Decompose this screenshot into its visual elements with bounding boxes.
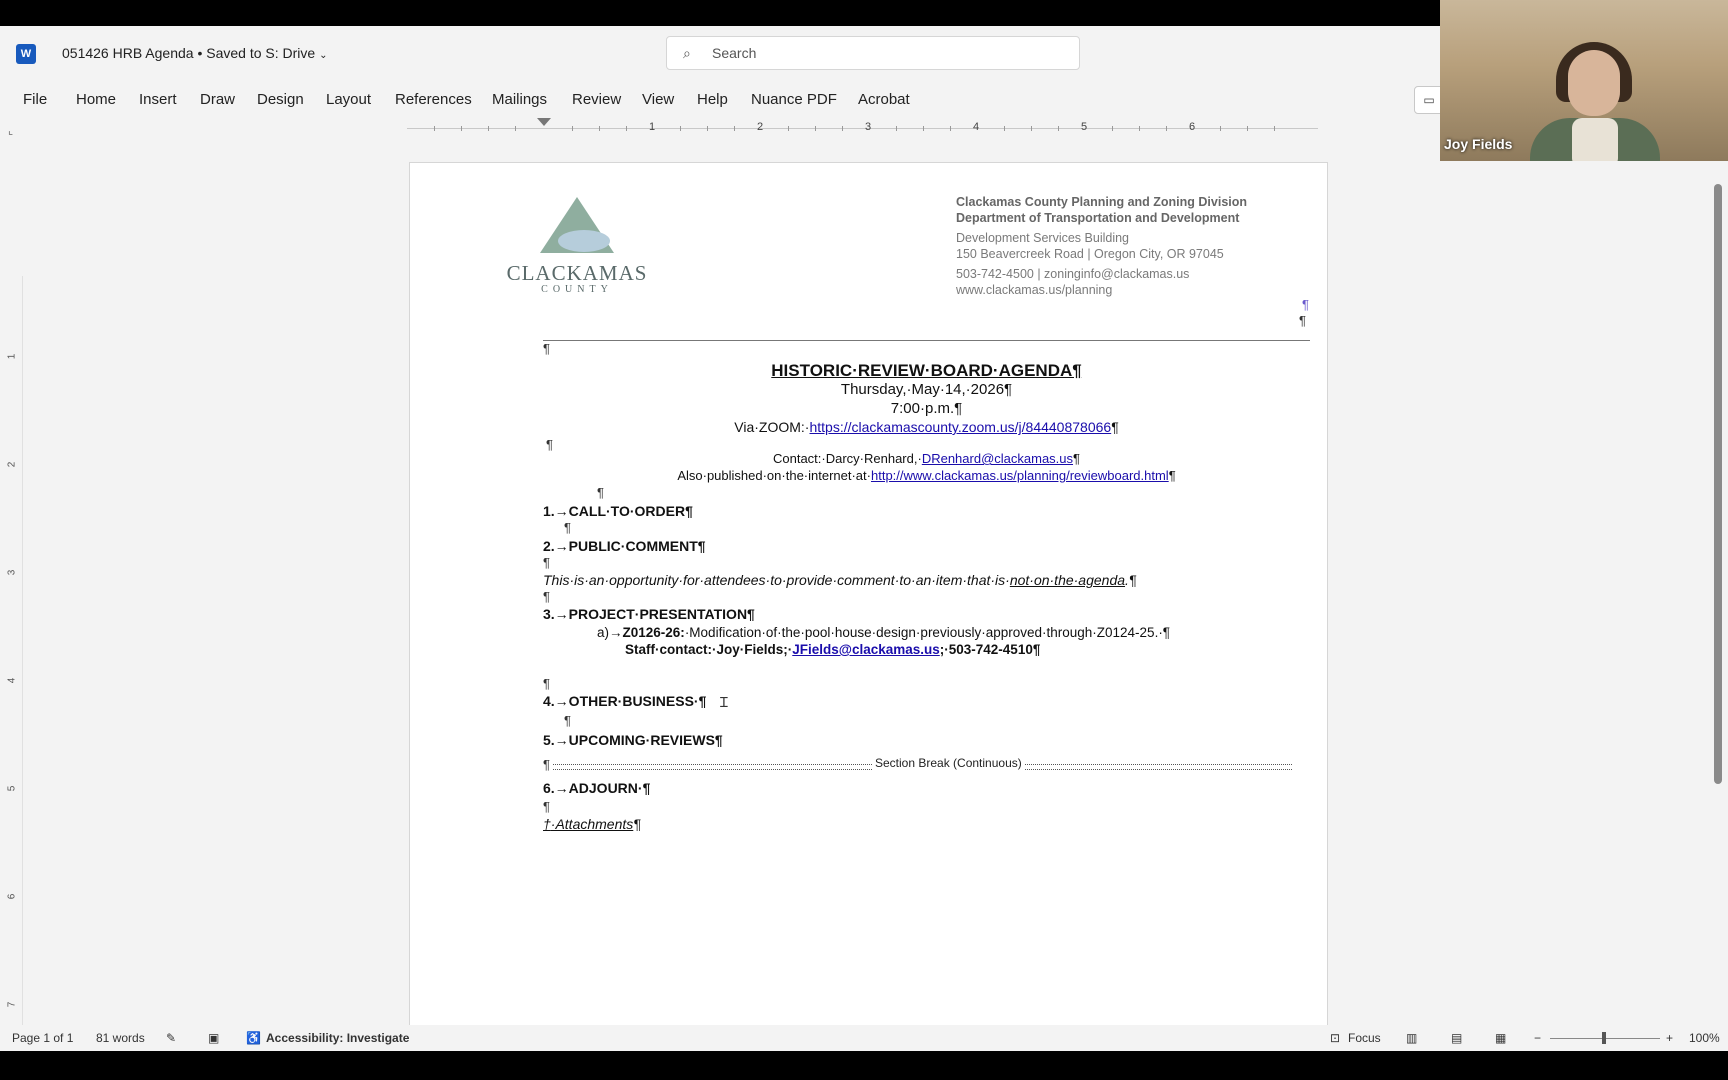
scrollbar-thumb[interactable] xyxy=(1714,184,1722,784)
tab-home[interactable]: Home xyxy=(76,91,117,108)
pilcrow-mark: ¶ xyxy=(564,713,571,728)
participant-name: Joy Fields xyxy=(1444,136,1513,152)
meeting-time: 7:00·p.m.¶ xyxy=(890,400,963,417)
pilcrow-mark: ¶ xyxy=(543,757,550,772)
ruler-tick xyxy=(1247,126,1248,131)
tab-nuance-pdf[interactable]: Nuance PDF xyxy=(751,91,837,108)
ruler-number: 6 xyxy=(1189,121,1196,133)
indent-marker[interactable] xyxy=(537,118,551,126)
zoom-label: Via·ZOOM:· xyxy=(734,419,810,435)
search-icon: ⌕ xyxy=(683,45,691,61)
pilcrow-mark: ¶ xyxy=(543,341,550,356)
contact-line xyxy=(543,451,1310,466)
search-placeholder: Search xyxy=(712,45,757,61)
letterhead-divider xyxy=(543,340,1310,341)
word-app-icon[interactable]: W xyxy=(16,44,36,64)
tab-insert[interactable]: Insert xyxy=(139,91,177,108)
document-page[interactable] xyxy=(409,162,1328,1051)
ruler-line xyxy=(407,128,1318,129)
ruler-tick xyxy=(734,126,735,131)
pilcrow-mark: ¶ xyxy=(543,676,550,691)
ruler-tick xyxy=(1058,126,1059,131)
ruler-tick xyxy=(1031,126,1032,131)
contact-email-link[interactable]: DRenhard@clackamas.us xyxy=(921,451,1074,466)
tab-layout[interactable]: Layout xyxy=(326,91,372,108)
vertical-ruler[interactable] xyxy=(4,276,23,1046)
pilcrow-mark: ¶ xyxy=(543,589,550,604)
ruler-tick xyxy=(680,126,681,131)
agenda-item-upcoming-reviews: 5.→UPCOMING·REVIEWS¶ xyxy=(543,732,723,748)
published-label: Also·published·on·the·internet·at· xyxy=(677,468,871,483)
public-comment-note xyxy=(543,572,1136,588)
ruler-tick xyxy=(788,126,789,131)
street-address: 150 Beavercreek Road | Oregon City, OR 97045 xyxy=(956,246,1224,261)
zoom-slider-thumb[interactable] xyxy=(1602,1032,1606,1044)
zoom-link[interactable]: https://clackamascounty.zoom.us/j/84440878066 xyxy=(809,419,1112,435)
pilcrow-mark: ¶ xyxy=(564,520,571,535)
note-text: This·is·an·opportunity·for·attendees·to·provide·comment·to·an·item·that·is· xyxy=(543,572,1010,588)
ruler-tick xyxy=(923,126,924,131)
division-name: Clackamas County Planning and Zoning Division xyxy=(956,195,1248,209)
video-call-tile[interactable] xyxy=(1440,0,1728,161)
ruler-tick xyxy=(1166,126,1167,131)
tab-mailings[interactable]: Mailings xyxy=(492,91,548,108)
track-changes-icon[interactable]: ▣ xyxy=(208,1031,220,1045)
focus-mode[interactable]: Focus xyxy=(1348,1031,1381,1045)
ruler-number: 4 xyxy=(6,677,18,684)
pilcrow-mark: ¶ xyxy=(1168,468,1176,483)
agenda-item-call-to-order: 1.→CALL·TO·ORDER¶ xyxy=(543,503,693,519)
ruler-number: 1 xyxy=(649,121,656,133)
staff-phone: ;·503-742-4510¶ xyxy=(939,642,1041,657)
note-end: .¶ xyxy=(1125,572,1137,588)
website-link[interactable]: http://www.clackamas.us/planning/reviewboard.html xyxy=(870,468,1169,483)
pilcrow-mark: ¶ xyxy=(1302,297,1309,312)
ruler-tick xyxy=(434,126,435,131)
ruler-tick xyxy=(1112,126,1113,131)
tab-references[interactable]: References xyxy=(395,91,472,108)
staff-label: Staff·contact:·Joy·Fields;· xyxy=(625,642,793,657)
web-layout-icon[interactable]: ▦ xyxy=(1495,1031,1507,1045)
ruler-tick xyxy=(707,126,708,131)
vertical-scrollbar[interactable] xyxy=(1712,162,1724,1032)
ruler-number: 4 xyxy=(973,121,980,133)
pilcrow-mark: ¶ xyxy=(543,799,550,814)
word-count[interactable]: 81 words xyxy=(96,1031,145,1045)
search-box[interactable] xyxy=(666,36,1080,70)
tab-review[interactable]: Review xyxy=(572,91,622,108)
chevron-down-icon[interactable]: ⌄ xyxy=(319,50,328,61)
staff-email-link[interactable]: JFields@clackamas.us xyxy=(792,642,940,657)
ruler-tick xyxy=(599,126,600,131)
dagger-mark: † xyxy=(543,816,551,832)
ruler-tick xyxy=(1220,126,1221,131)
focus-icon[interactable]: ⊡ xyxy=(1330,1031,1341,1045)
logo-subtext: COUNTY xyxy=(541,284,613,295)
phone-email: 503-742-4500 | zoninginfo@clackamas.us xyxy=(956,267,1190,281)
attachments-line xyxy=(543,816,641,832)
published-line xyxy=(543,468,1310,483)
tab-acrobat[interactable]: Acrobat xyxy=(858,91,910,108)
document-title-text: 051426 HRB Agenda • Saved to S: Drive xyxy=(62,45,316,61)
comment-icon: ▭ xyxy=(1423,93,1435,107)
website: www.clackamas.us/planning xyxy=(956,282,1113,297)
meeting-date: Thursday,·May·14,·2026¶ xyxy=(840,381,1013,398)
logo-text: CLACKAMAS xyxy=(506,261,648,285)
note-emphasis: not·on·the·agenda xyxy=(1009,572,1126,588)
building-name: Development Services Building xyxy=(956,231,1130,245)
case-number: Z0126-26: xyxy=(622,625,685,640)
ruler-tick xyxy=(515,126,516,131)
page-count[interactable]: Page 1 of 1 xyxy=(12,1031,74,1045)
tab-help[interactable]: Help xyxy=(697,91,728,108)
horizontal-ruler[interactable] xyxy=(407,118,1318,140)
tab-view[interactable]: View xyxy=(642,91,675,108)
ruler-number: 6 xyxy=(6,893,18,900)
ruler-number: 1 xyxy=(6,353,18,360)
pilcrow-mark: ¶ xyxy=(1111,419,1119,435)
participant-shirt xyxy=(1572,118,1618,161)
agenda-item-other-business: 4.→OTHER·BUSINESS·¶ xyxy=(543,693,707,709)
ruler-tick xyxy=(896,126,897,131)
zoom-level[interactable]: 100% xyxy=(1689,1031,1720,1045)
accessibility-status[interactable]: Accessibility: Investigate xyxy=(266,1031,410,1045)
ruler-number: 2 xyxy=(757,121,764,133)
accessibility-icon[interactable]: ♿ xyxy=(246,1031,261,1045)
letterhead-address xyxy=(956,195,1247,298)
zoom-line xyxy=(543,419,1310,435)
ruler-tick xyxy=(815,126,816,131)
pilcrow-mark: ¶ xyxy=(1073,451,1080,466)
ruler-number: 3 xyxy=(865,121,872,133)
participant-face xyxy=(1568,50,1620,116)
ruler-number: 5 xyxy=(6,785,18,792)
ruler-tick xyxy=(842,126,843,131)
zoom-in-icon[interactable]: + xyxy=(1666,1031,1674,1045)
pilcrow-mark: ¶ xyxy=(597,485,604,500)
ruler-tick xyxy=(950,126,951,131)
ruler-tick xyxy=(461,126,462,131)
ruler-number: 5 xyxy=(1081,121,1088,133)
pilcrow-mark: ¶ xyxy=(546,437,553,452)
text-cursor-icon: Ɪ xyxy=(720,694,728,710)
subitem-marker: a)→ xyxy=(597,625,623,640)
tab-design[interactable]: Design xyxy=(257,91,304,108)
agenda-item-public-comment: 2.→PUBLIC·COMMENT¶ xyxy=(543,538,706,554)
ruler-tick xyxy=(1139,126,1140,131)
agenda-item-project-presentation: 3.→PROJECT·PRESENTATION¶ xyxy=(543,606,755,622)
proofing-icon[interactable]: ✎ xyxy=(166,1031,177,1045)
ruler-tick xyxy=(1004,126,1005,131)
section-break-label: Section Break (Continuous) xyxy=(875,756,1022,770)
status-bar xyxy=(0,1025,1728,1051)
contact-label: Contact:·Darcy·Renhard,· xyxy=(772,451,922,466)
ruler-number: 7 xyxy=(6,1001,18,1008)
agenda-item-adjourn: 6.→ADJOURN·¶ xyxy=(543,780,651,796)
department-name: Department of Transportation and Development xyxy=(956,210,1240,225)
read-mode-icon[interactable]: ▥ xyxy=(1406,1031,1418,1045)
tab-selector-icon[interactable]: ⌞ xyxy=(8,125,14,137)
pilcrow-mark: ¶ xyxy=(633,816,641,832)
section-break xyxy=(553,756,1292,770)
pilcrow-mark: ¶ xyxy=(1299,313,1306,328)
tab-file[interactable]: File xyxy=(23,91,48,108)
agenda-subitem-a xyxy=(597,625,1170,640)
print-layout-icon[interactable]: ▤ xyxy=(1451,1031,1463,1045)
ruler-number: 3 xyxy=(6,569,18,576)
ruler-tick xyxy=(572,126,573,131)
ruler-tick xyxy=(626,126,627,131)
word-window xyxy=(0,26,1728,1051)
document-title[interactable] xyxy=(62,45,328,61)
ruler-tick xyxy=(1274,126,1275,131)
clackamas-county-logo xyxy=(502,193,652,293)
agenda-title: HISTORIC·REVIEW·BOARD·AGENDA¶ xyxy=(771,361,1082,380)
tab-draw[interactable]: Draw xyxy=(200,91,236,108)
pilcrow-mark: ¶ xyxy=(543,555,550,570)
attachments-label: ·Attachments xyxy=(550,816,634,832)
ruler-number: 2 xyxy=(6,461,18,468)
subitem-description: ·Modification·of·the·pool·house·design·previously·approved·through·Z0124-25.·¶ xyxy=(684,625,1171,640)
staff-contact-line xyxy=(625,642,1040,657)
ruler-tick xyxy=(488,126,489,131)
zoom-out-icon[interactable]: − xyxy=(1534,1031,1542,1045)
mountain-logo-icon xyxy=(502,193,652,263)
